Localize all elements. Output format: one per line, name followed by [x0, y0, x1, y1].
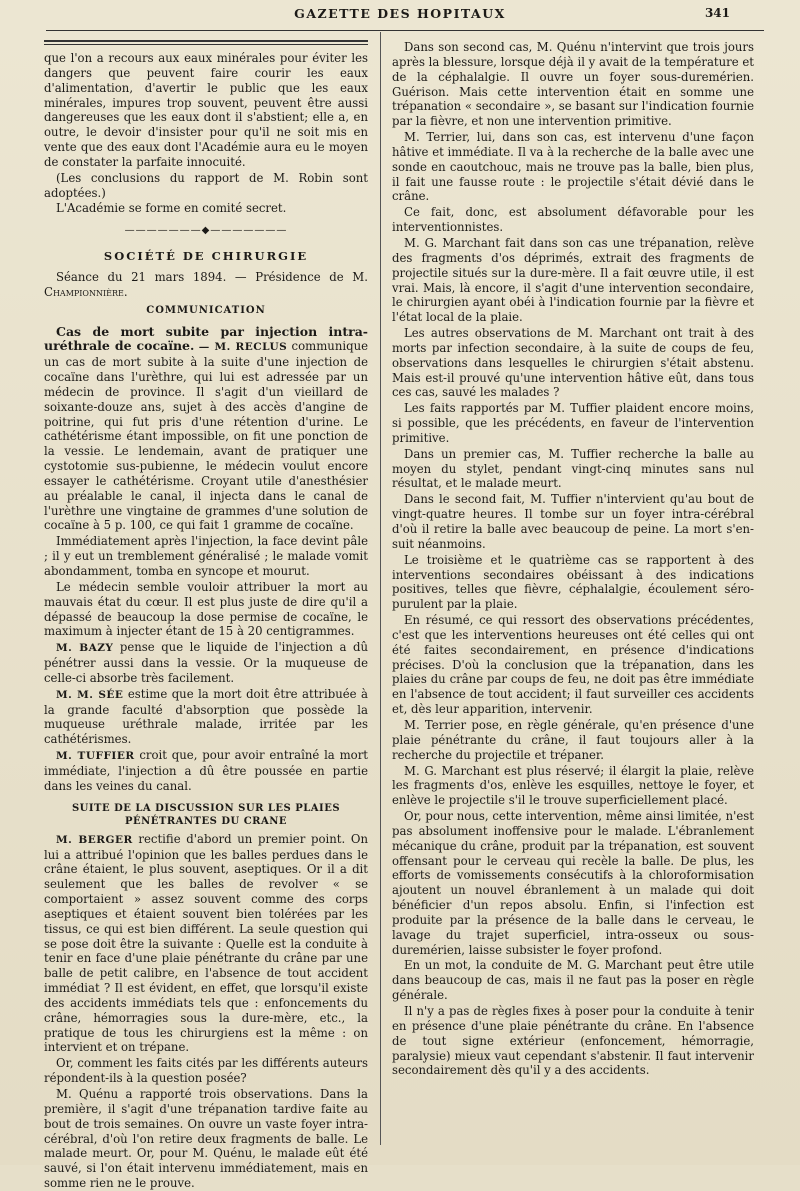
- paragraph: Le troisième et le quatrième cas se rapportent à des interventions secondaires obéissant à des indications positives, telles que fièvre, céphalalgie, écoulement séro-purulent par la plaie.: [392, 552, 754, 612]
- paragraph: Les faits rapportés par M. Tuffier plaident encore moins, si possible, que les précédents, en faveur de l'intervention primitive.: [392, 401, 754, 445]
- paragraph-text: pense que le liquide de l'injection a dû pénétrer aussi dans la vessie. Or la muqueuse de celle-ci absorbe très facilement.: [44, 640, 368, 685]
- running-head: [0, 6, 800, 28]
- column-divider: [380, 32, 381, 1145]
- paragraph: [44, 687, 368, 747]
- page-number: 341: [704, 6, 730, 20]
- paragraph: Le médecin semble vouloir attribuer la mort au mauvais état du cœur. Il est plus juste de dire qu'il a dépassé de beaucoup la dose permise de cocaïne, le maximum à injecter étant de 15 à 20 centigrammes.: [44, 579, 368, 639]
- discussion-title: SUITE DE LA DISCUSSION SUR LES PLAIES PÉNÉTRANTES DU CRANE: [71, 802, 341, 827]
- speaker-name: M. M. SÉE: [56, 688, 124, 701]
- paragraph: Les autres observations de M. Marchant ont trait à des morts par infection secondaire, à la suite de coups de feu, observations dans lesquelles le chirurgien s'était abstenu. Mais est-il prouvé qu'une intervention hâtive eût, dans tous ces cas, sauvé les malades ?: [392, 326, 754, 400]
- paragraph: Immédiatement après l'injection, la face devint pâle ; il y eut un tremblement généralisé ; le malade vomit abondamment, tomba en syncope et mourut.: [44, 534, 368, 578]
- left-column: [44, 40, 369, 1191]
- paragraph: Or, comment les faits cités par les différents auteurs répondent-ils à la question posée?: [44, 1056, 368, 1086]
- top-double-rule: [44, 40, 368, 45]
- case-title: Cas de mort subite par injection intra-uréthrale de cocaïne.: [44, 323, 368, 354]
- paragraph: [44, 640, 368, 686]
- paragraph: Dans son second cas, M. Quénu n'intervint que trois jours après la blessure, lorsque déjà il y avait de la température et de la céphalalgie. Il ouvre un foyer sous-duremérien. Guérison. Mais cette intervention était en somme une trépanation « secondaire », se basant sur l'indication fournie par la fièvre, et non une intervention primitive.: [392, 40, 754, 129]
- right-column: [392, 40, 754, 1149]
- session-line: [44, 270, 368, 300]
- paragraph: M. G. Marchant est plus réservé; il élargit la plaie, relève les fragments d'os, enlève les esquilles, nettoye le foyer, et enlève le projectile s'il le trouve superficiellement placé.: [392, 763, 754, 808]
- paragraph: En résumé, ce qui ressort des observations précédentes, c'est que les interventions heureuses ont été celles qui ont été faites secondairement, en présence d'indications précises. D'où la conclusion que la trépanation, dans les plaies du crâne par coups de feu, ne doit pas être immédiate en l'absence de tout accident; il faut surveiller ces accidents et, dès leur apparition, intervenir.: [392, 613, 754, 717]
- session-date: Séance du 21 mars 1894. — Présidence de M.: [56, 269, 368, 284]
- speaker-name: M. TUFFIER: [56, 750, 135, 763]
- paragraph: L'Académie se forme en comité secret.: [56, 201, 287, 216]
- paragraph: que l'on a recours aux eaux minérales pour éviter les dangers que peuvent faire courir les eaux d'alimentation, d'avertir le public que les eaux minérales, impures trop souvent, peuvent être aussi dangereuses que les eaux dont il s'abstient; elle a, en outre, le devoir d'insister pour qu'il ne soit mis en vente que des eaux dont l'Académie aura eu le moyen de constater la parfaite innocuité.: [44, 51, 368, 169]
- session-president: Championnière.: [44, 284, 128, 299]
- journal-title: GAZETTE DES HOPITAUX: [294, 6, 506, 21]
- paragraph: Dans un premier cas, M. Tuffier recherche la balle au moyen du stylet, pendant vingt-cinq minutes sans nul résultat, et le malade meurt.: [392, 446, 754, 491]
- paragraph: Il n'y a pas de règles fixes à poser pour la conduite à tenir en présence d'une plaie pénétrante du crâne. En l'absence de tout signe extérieur (enfoncement, hémorragie, paralysie) mieux vaut cependant s'abstenir. Il faut intervenir secondairement dès qu'il y a des accidents.: [392, 1004, 754, 1078]
- paragraph: [44, 748, 368, 794]
- paragraph: [44, 832, 368, 1056]
- paragraph: (Les conclusions du rapport de M. Robin sont adoptées.): [44, 170, 368, 200]
- speaker-name: — M. RECLUS: [198, 341, 288, 354]
- communication-title: COMMUNICATION: [146, 304, 266, 316]
- paragraph: Ce fait, donc, est absolument défavorable pour les interventionnistes.: [392, 205, 754, 235]
- paragraph: M. Terrier, lui, dans son cas, est intervenu d'une façon hâtive et immédiate. Il va à la recherche de la balle avec une sonde en caoutchouc, mais ne trouve pas la balle, bien plus, il fait une fausse route : le projectile s'était dévié dans le crâne.: [392, 130, 754, 204]
- paragraph-text: estime que la mort doit être attribuée à la grande faculté d'absorption que possède la muqueuse uréthrale malade, irritée par les cathétérismes.: [44, 686, 368, 747]
- paragraph: En un mot, la conduite de M. G. Marchant peut être utile dans beaucoup de cas, mais il ne faut pas la poser en règle générale.: [392, 958, 754, 1003]
- paragraph: Or, pour nous, cette intervention, même ainsi limitée, n'est pas absolument inoffensive pour le malade. L'ébranlement mécanique du crâne, produit par la trépanation, est souvent offensant pour le cerveau qui recèle la balle. De plus, les efforts de vomissements consécutifs à la chloroformisation ajoutent un nouvel ébranlement à un malade qui doit bénéficier d'un repos absolu. Enfin, si l'infection est produite par la présence de la balle dans le cerveau, le lavage du trajet superficiel, intra-osseux ou sous-duremérien, laisse subsister le foyer profond.: [392, 809, 754, 957]
- section-title: SOCIÉTÉ DE CHIRURGIE: [103, 249, 309, 264]
- paragraph: M. Terrier pose, en règle générale, qu'en présence d'une plaie pénétrante du crâne, il faut toujours aller à la recherche du projectile et trépaner.: [392, 717, 754, 762]
- section-ornament: ———————◆———————: [124, 225, 288, 237]
- paragraph: [44, 325, 368, 534]
- paragraph-text: croit que, pour avoir entraîné la mort immédiate, l'injection a dû être poussée en partie dans les veines du canal.: [44, 748, 368, 793]
- paragraph-text: rectifie d'abord un premier point. On lui a attribué l'opinion que les balles perdues dans le crâne étaient, le plus souvent, aseptiques. Or il a dit seulement que les balles de revolver « se comportaient » assez souvent comme des corps aseptiques et étaient souvent bien tolérées par les tissus, ce qui est bien différent. La seule question qui se pose doit être la suivante : Quelle est la conduite à tenir en face d'une plaie pénétrante du crâne par une balle de petit calibre, en l'absence de tout accident immédiat ? Il est évident, en effet, que lorsqu'il existe des accidents immédiats tels que : enfoncements du crâne, hémorragies sous la dure-mère, etc., la pratique de tous les chirurgiens est la même : on intervient et on trépane.: [44, 831, 368, 1055]
- paragraph-text: communique un cas de mort subite à la suite d'une injection de cocaïne dans l'urèthre, qui lui est adressée par un médecin de province. Il s'agit d'un vieillard de soixante-douze ans, sujet à des accès d'angine de poitrine, qui fut pris d'une rétention d'urine. Le cathétérisme étant impossible, on fit une ponction de la vessie. Le lendemain, avant de pratiquer une cystotomie sus-pubienne, le médecin voulut encore essayer le cathétérisme. Croyant utile d'anesthésier au préalable le canal, il injecta dans le canal de l'urèthre une vingtaine de grammes d'une solution de cocaïne à 5 p. 100, ce qui fait 1 gramme de cocaïne.: [44, 339, 369, 533]
- speaker-name: M. BAZY: [56, 642, 114, 655]
- paragraph: Dans le second fait, M. Tuffier n'intervient qu'au bout de vingt-quatre heures. Il tombe sur un foyer intra-cérébral d'où il retire la balle avec beaucoup de peine. La mort s'en-suit néanmoins.: [392, 492, 754, 551]
- speaker-name: M. BERGER: [56, 833, 133, 846]
- header-rule: [46, 30, 764, 31]
- paragraph: M. G. Marchant fait dans son cas une trépanation, relève des fragments d'os déprimés, extrait des fragments de projectile situés sur la dure-mère. Il a fait œuvre utile, il est vrai. Mais, là encore, il s'agit d'une intervention secondaire, le chirurgien ayant obéi à l'indication fournie par la fièvre et l'état local de la plaie.: [392, 235, 754, 325]
- paragraph: M. Quénu a rapporté trois observations. Dans la première, il s'agit d'une trépanation tardive faite au bout de trois semaines. On ouvre un vaste foyer intra-cérébral, d'où l'on retire deux fragments de balle. Le malade meurt. Or, pour M. Quénu, le malade eût été sauvé, si l'on était intervenu immédiatement, mais en somme rien ne le prouve.: [44, 1087, 368, 1191]
